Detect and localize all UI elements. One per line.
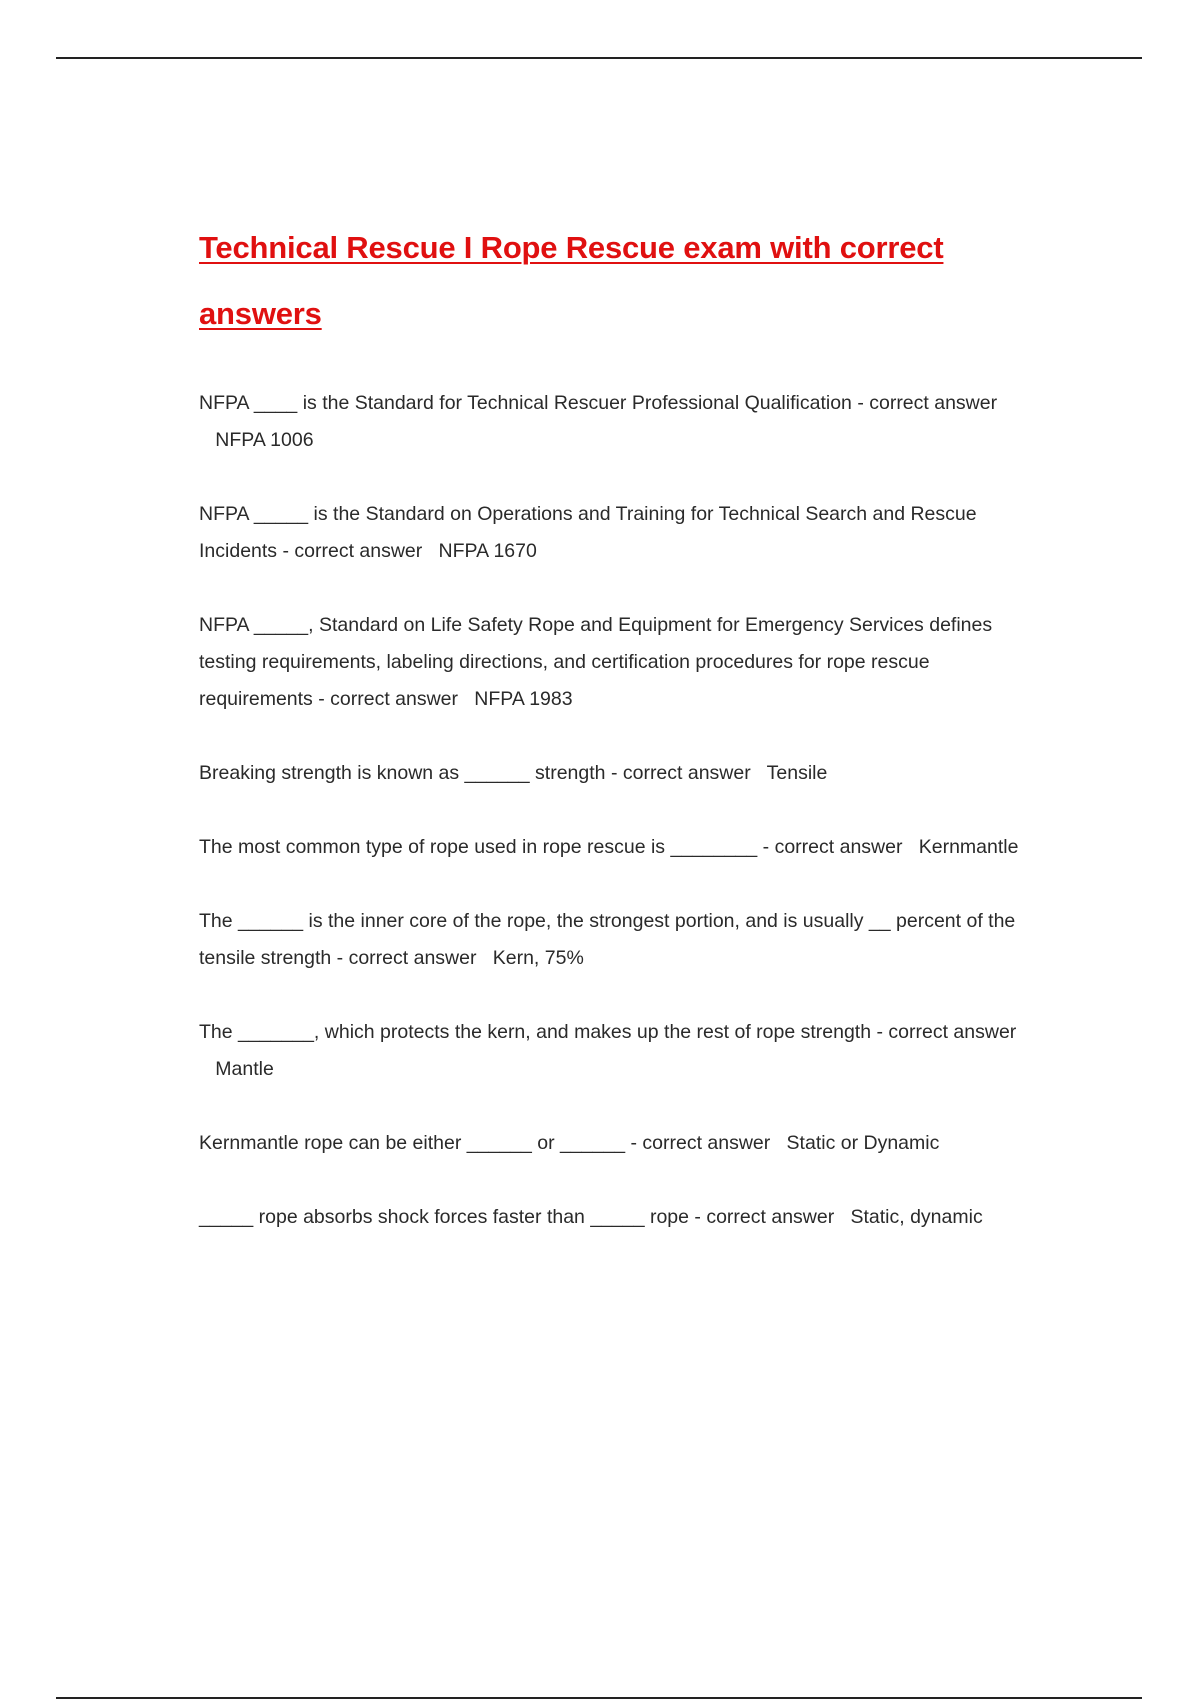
answer-text: Tensile	[766, 762, 828, 784]
qa-item	[199, 1125, 1029, 1162]
document-body	[199, 215, 1029, 1273]
answer-text: NFPA 1983	[474, 688, 573, 710]
footer-rule	[56, 1697, 1142, 1699]
question-text: NFPA ____ is the Standard for Technical Rescuer Professional Qualification	[199, 392, 852, 414]
answer-label: - correct answer	[336, 947, 477, 969]
question-text: Kernmantle rope can be either ______ or ______	[199, 1132, 626, 1154]
answer-label: - correct answer	[694, 1206, 835, 1228]
answer-text: NFPA 1670	[438, 540, 537, 562]
qa-item	[199, 607, 1029, 718]
header-rule	[56, 57, 1142, 59]
qa-item	[199, 385, 1029, 459]
question-text: Breaking strength is known as ______ strength	[199, 762, 606, 784]
question-text: NFPA _____, Standard on Life Safety Rope and Equipment for Emergency Services defines testing requirements, labeling directions, and certification procedures for rope rescue requirements	[199, 614, 993, 710]
answer-label: - correct answer	[318, 688, 459, 710]
answer-label: - correct answer	[630, 1132, 771, 1154]
qa-item	[199, 1014, 1029, 1088]
answer-label: - correct answer	[762, 836, 903, 858]
qa-list	[199, 385, 1029, 1236]
answer-text: Static, dynamic	[850, 1206, 983, 1228]
qa-item	[199, 496, 1029, 570]
question-text: The most common type of rope used in rope rescue is ________	[199, 836, 758, 858]
question-text: _____ rope absorbs shock forces faster than _____ rope	[199, 1206, 689, 1228]
answer-text: NFPA 1006	[215, 429, 314, 451]
answer-label: - correct answer	[610, 762, 751, 784]
qa-item	[199, 829, 1029, 866]
question-text: The ______ is the inner core of the rope, the strongest portion, and is usually __ percent of the tensile strength	[199, 910, 1016, 969]
answer-text: Static or Dynamic	[786, 1132, 940, 1154]
qa-item	[199, 755, 1029, 792]
answer-label: - correct answer	[876, 1021, 1017, 1043]
answer-label: - correct answer	[282, 540, 423, 562]
document-title: Technical Rescue I Rope Rescue exam with correct answers	[199, 230, 944, 331]
answer-label: - correct answer	[857, 392, 998, 414]
answer-text: Mantle	[215, 1058, 274, 1080]
qa-item	[199, 1199, 1029, 1236]
question-text: NFPA _____ is the Standard on Operations and Training for Technical Search and Rescue Incidents	[199, 503, 977, 562]
question-text: The _______, which protects the kern, and makes up the rest of rope strength	[199, 1021, 872, 1043]
answer-text: Kernmantle	[918, 836, 1019, 858]
qa-item	[199, 903, 1029, 977]
answer-text: Kern, 75%	[492, 947, 584, 969]
